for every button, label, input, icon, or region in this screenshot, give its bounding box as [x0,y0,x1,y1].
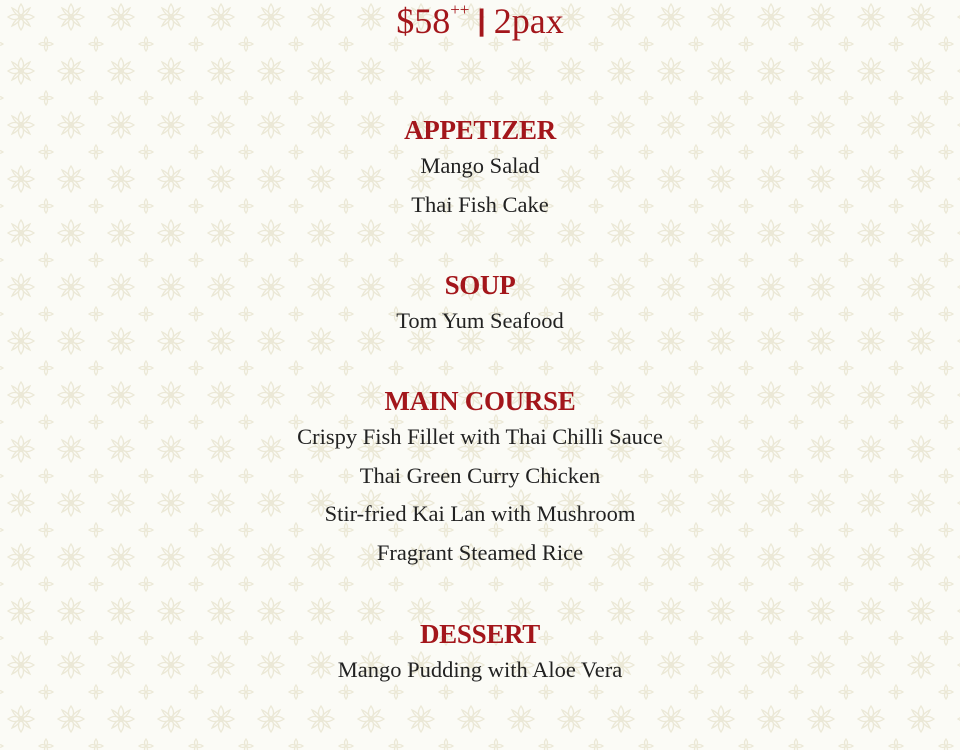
section-heading: MAIN COURSE [384,386,576,416]
price-superscript: ++ [450,0,470,19]
section-heading: APPETIZER [404,115,556,145]
menu-item: Thai Green Curry Chicken [359,462,601,488]
menu-item: Mango Pudding with Aloe Vera [337,657,623,682]
section-main-course [0,385,960,572]
section-items [0,418,960,572]
price-amount: $58 [396,1,451,41]
section-dessert [0,618,960,690]
menu-item: Tom Yum Seafood [396,308,564,333]
section-appetizer [0,114,960,224]
menu-item: Mango Salad [420,153,540,178]
price-separator: | [477,4,486,37]
menu-item: Crispy Fish Fillet with Thai Chilli Sauce [297,424,663,449]
section-items [0,147,960,224]
menu-item: Stir-fried Kai Lan with Mushroom [324,501,636,526]
section-items [0,651,960,690]
menu-item: Thai Fish Cake [411,191,549,217]
section-soup [0,269,960,341]
price-header [0,0,960,45]
section-heading: DESSERT [419,619,540,649]
pax-label: 2pax [493,1,564,41]
section-heading: SOUP [444,270,516,300]
section-items [0,302,960,341]
menu-item: Fragrant Steamed Rice [376,539,584,565]
